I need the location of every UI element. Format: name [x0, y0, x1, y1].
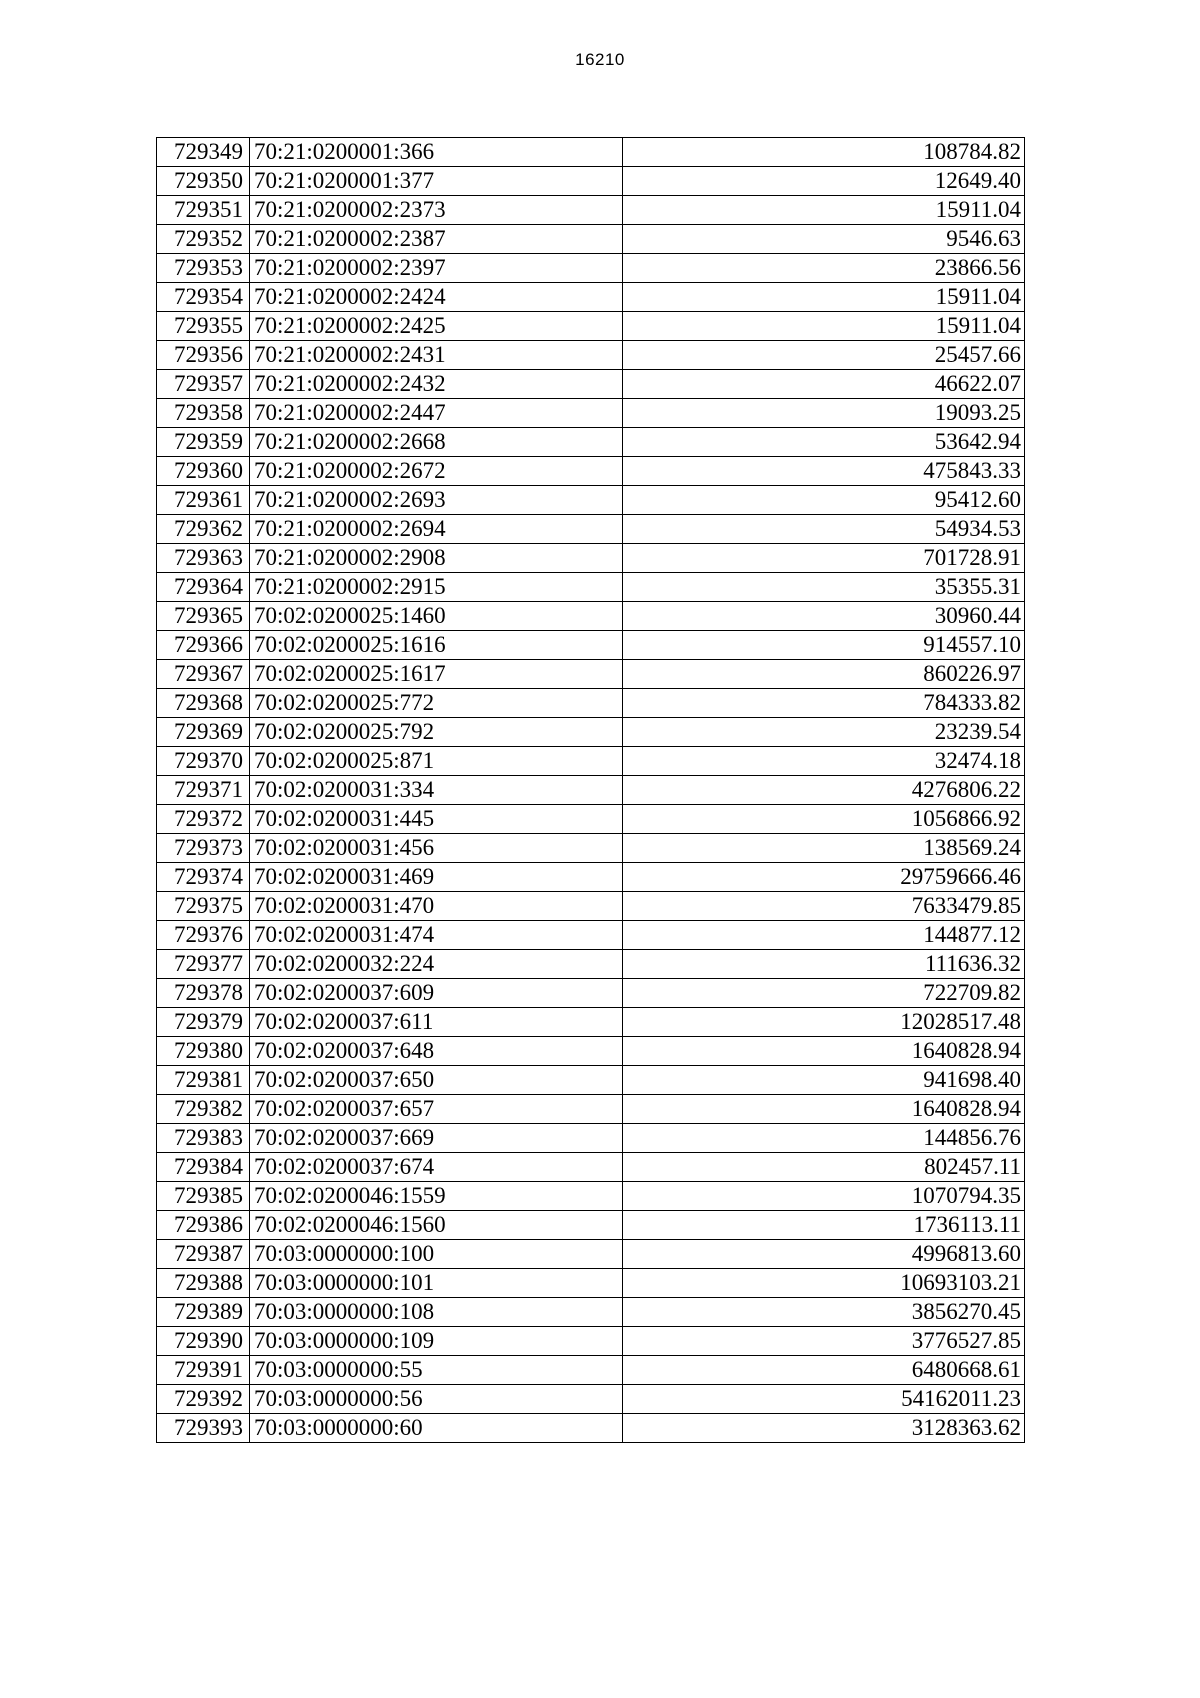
table-row [157, 950, 1025, 979]
row-number-cell: 729364 [157, 573, 250, 602]
table-row [157, 1327, 1025, 1356]
cadastral-value-cell: 1736113.11 [623, 1211, 1025, 1240]
cadastral-number-cell: 70:21:0200002:2908 [250, 544, 623, 573]
table-row [157, 1008, 1025, 1037]
cadastral-value-cell: 722709.82 [623, 979, 1025, 1008]
cadastral-value-cell: 35355.31 [623, 573, 1025, 602]
page-number: 16210 [575, 50, 625, 69]
row-number-cell: 729393 [157, 1414, 250, 1443]
cadastral-number-cell: 70:02:0200025:792 [250, 718, 623, 747]
cadastral-number-cell: 70:02:0200032:224 [250, 950, 623, 979]
row-number-cell: 729382 [157, 1095, 250, 1124]
table-row [157, 428, 1025, 457]
cadastral-value-cell: 475843.33 [623, 457, 1025, 486]
table-row [157, 486, 1025, 515]
cadastral-number-cell: 70:02:0200037:648 [250, 1037, 623, 1066]
cadastral-value-cell: 4996813.60 [623, 1240, 1025, 1269]
cadastral-value-cell: 108784.82 [623, 138, 1025, 167]
table-row [157, 1095, 1025, 1124]
table-row [157, 341, 1025, 370]
cadastral-value-cell: 12649.40 [623, 167, 1025, 196]
cadastral-number-cell: 70:21:0200002:2431 [250, 341, 623, 370]
cadastral-number-cell: 70:03:0000000:56 [250, 1385, 623, 1414]
table-row [157, 225, 1025, 254]
cadastral-value-cell: 914557.10 [623, 631, 1025, 660]
cadastral-number-cell: 70:02:0200025:772 [250, 689, 623, 718]
table-row [157, 1066, 1025, 1095]
cadastral-value-cell: 4276806.22 [623, 776, 1025, 805]
row-number-cell: 729391 [157, 1356, 250, 1385]
row-number-cell: 729376 [157, 921, 250, 950]
table-row [157, 979, 1025, 1008]
cadastral-number-cell: 70:02:0200031:456 [250, 834, 623, 863]
cadastral-number-cell: 70:02:0200046:1559 [250, 1182, 623, 1211]
table-row [157, 1153, 1025, 1182]
cadastral-value-cell: 10693103.21 [623, 1269, 1025, 1298]
cadastral-value-cell: 30960.44 [623, 602, 1025, 631]
row-number-cell: 729354 [157, 283, 250, 312]
table-body [157, 138, 1025, 1443]
cadastral-value-cell: 6480668.61 [623, 1356, 1025, 1385]
cadastral-value-cell: 32474.18 [623, 747, 1025, 776]
cadastral-value-cell: 9546.63 [623, 225, 1025, 254]
table-row [157, 1356, 1025, 1385]
cadastral-number-cell: 70:21:0200002:2424 [250, 283, 623, 312]
table-row [157, 1037, 1025, 1066]
row-number-cell: 729361 [157, 486, 250, 515]
cadastral-number-cell: 70:21:0200002:2668 [250, 428, 623, 457]
cadastral-value-cell: 111636.32 [623, 950, 1025, 979]
cadastral-number-cell: 70:02:0200031:470 [250, 892, 623, 921]
cadastral-number-cell: 70:03:0000000:101 [250, 1269, 623, 1298]
row-number-cell: 729378 [157, 979, 250, 1008]
table-row [157, 283, 1025, 312]
table-row [157, 689, 1025, 718]
table-row [157, 399, 1025, 428]
cadastral-value-cell: 23866.56 [623, 254, 1025, 283]
row-number-cell: 729356 [157, 341, 250, 370]
cadastral-value-cell: 7633479.85 [623, 892, 1025, 921]
cadastral-number-cell: 70:02:0200037:669 [250, 1124, 623, 1153]
table-row [157, 747, 1025, 776]
row-number-cell: 729381 [157, 1066, 250, 1095]
table-row [157, 370, 1025, 399]
row-number-cell: 729389 [157, 1298, 250, 1327]
cadastral-value-cell: 802457.11 [623, 1153, 1025, 1182]
cadastral-number-cell: 70:21:0200002:2915 [250, 573, 623, 602]
row-number-cell: 729367 [157, 660, 250, 689]
row-number-cell: 729370 [157, 747, 250, 776]
table-row [157, 1182, 1025, 1211]
row-number-cell: 729358 [157, 399, 250, 428]
cadastral-number-cell: 70:21:0200002:2694 [250, 515, 623, 544]
cadastral-value-cell: 3776527.85 [623, 1327, 1025, 1356]
cadastral-number-cell: 70:02:0200046:1560 [250, 1211, 623, 1240]
table-row [157, 1240, 1025, 1269]
cadastral-number-cell: 70:02:0200037:650 [250, 1066, 623, 1095]
cadastral-number-cell: 70:21:0200001:377 [250, 167, 623, 196]
table-row [157, 1124, 1025, 1153]
cadastral-number-cell: 70:21:0200002:2387 [250, 225, 623, 254]
row-number-cell: 729387 [157, 1240, 250, 1269]
cadastral-number-cell: 70:21:0200002:2432 [250, 370, 623, 399]
cadastral-value-cell: 941698.40 [623, 1066, 1025, 1095]
cadastral-value-cell: 701728.91 [623, 544, 1025, 573]
cadastral-number-cell: 70:02:0200031:469 [250, 863, 623, 892]
row-number-cell: 729385 [157, 1182, 250, 1211]
table-row [157, 1211, 1025, 1240]
row-number-cell: 729360 [157, 457, 250, 486]
cadastral-value-cell: 784333.82 [623, 689, 1025, 718]
row-number-cell: 729380 [157, 1037, 250, 1066]
table-row [157, 660, 1025, 689]
table-row [157, 631, 1025, 660]
row-number-cell: 729352 [157, 225, 250, 254]
table-row [157, 892, 1025, 921]
row-number-cell: 729371 [157, 776, 250, 805]
cadastral-number-cell: 70:03:0000000:109 [250, 1327, 623, 1356]
row-number-cell: 729366 [157, 631, 250, 660]
table-row [157, 138, 1025, 167]
cadastral-number-cell: 70:03:0000000:100 [250, 1240, 623, 1269]
table-row [157, 457, 1025, 486]
row-number-cell: 729349 [157, 138, 250, 167]
row-number-cell: 729386 [157, 1211, 250, 1240]
row-number-cell: 729372 [157, 805, 250, 834]
row-number-cell: 729368 [157, 689, 250, 718]
table-row [157, 1414, 1025, 1443]
cadastral-value-cell: 46622.07 [623, 370, 1025, 399]
table-row [157, 602, 1025, 631]
cadastral-number-cell: 70:02:0200031:445 [250, 805, 623, 834]
table-row [157, 573, 1025, 602]
cadastral-number-cell: 70:02:0200031:334 [250, 776, 623, 805]
table-row [157, 718, 1025, 747]
row-number-cell: 729384 [157, 1153, 250, 1182]
cadastral-value-table [156, 137, 1025, 1443]
cadastral-number-cell: 70:02:0200037:611 [250, 1008, 623, 1037]
row-number-cell: 729363 [157, 544, 250, 573]
cadastral-value-cell: 3856270.45 [623, 1298, 1025, 1327]
table-row [157, 196, 1025, 225]
row-number-cell: 729377 [157, 950, 250, 979]
cadastral-value-cell: 19093.25 [623, 399, 1025, 428]
table-row [157, 776, 1025, 805]
cadastral-value-cell: 95412.60 [623, 486, 1025, 515]
cadastral-number-cell: 70:03:0000000:55 [250, 1356, 623, 1385]
cadastral-number-cell: 70:02:0200025:871 [250, 747, 623, 776]
cadastral-value-cell: 15911.04 [623, 312, 1025, 341]
cadastral-number-cell: 70:21:0200002:2447 [250, 399, 623, 428]
cadastral-number-cell: 70:02:0200025:1617 [250, 660, 623, 689]
cadastral-value-cell: 12028517.48 [623, 1008, 1025, 1037]
cadastral-value-cell: 53642.94 [623, 428, 1025, 457]
table-row [157, 921, 1025, 950]
cadastral-value-cell: 144856.76 [623, 1124, 1025, 1153]
table-row [157, 544, 1025, 573]
cadastral-number-cell: 70:03:0000000:60 [250, 1414, 623, 1443]
cadastral-value-cell: 860226.97 [623, 660, 1025, 689]
cadastral-value-cell: 23239.54 [623, 718, 1025, 747]
cadastral-value-cell: 138569.24 [623, 834, 1025, 863]
cadastral-value-cell: 25457.66 [623, 341, 1025, 370]
cadastral-value-cell: 29759666.46 [623, 863, 1025, 892]
row-number-cell: 729351 [157, 196, 250, 225]
table-row [157, 1298, 1025, 1327]
cadastral-number-cell: 70:21:0200002:2693 [250, 486, 623, 515]
row-number-cell: 729390 [157, 1327, 250, 1356]
cadastral-value-cell: 15911.04 [623, 196, 1025, 225]
row-number-cell: 729374 [157, 863, 250, 892]
cadastral-value-cell: 15911.04 [623, 283, 1025, 312]
cadastral-number-cell: 70:02:0200025:1460 [250, 602, 623, 631]
cadastral-number-cell: 70:21:0200002:2397 [250, 254, 623, 283]
row-number-cell: 729355 [157, 312, 250, 341]
cadastral-value-cell: 1070794.35 [623, 1182, 1025, 1211]
table-row [157, 834, 1025, 863]
cadastral-number-cell: 70:21:0200002:2425 [250, 312, 623, 341]
row-number-cell: 729392 [157, 1385, 250, 1414]
cadastral-value-cell: 54162011.23 [623, 1385, 1025, 1414]
cadastral-value-cell: 3128363.62 [623, 1414, 1025, 1443]
table-row [157, 805, 1025, 834]
cadastral-value-cell: 1640828.94 [623, 1037, 1025, 1066]
row-number-cell: 729350 [157, 167, 250, 196]
row-number-cell: 729388 [157, 1269, 250, 1298]
table-row [157, 1269, 1025, 1298]
table-row [157, 254, 1025, 283]
row-number-cell: 729379 [157, 1008, 250, 1037]
row-number-cell: 729353 [157, 254, 250, 283]
table-row [157, 515, 1025, 544]
table-row [157, 863, 1025, 892]
cadastral-number-cell: 70:03:0000000:108 [250, 1298, 623, 1327]
cadastral-value-cell: 1056866.92 [623, 805, 1025, 834]
cadastral-number-cell: 70:21:0200002:2373 [250, 196, 623, 225]
row-number-cell: 729357 [157, 370, 250, 399]
cadastral-number-cell: 70:02:0200031:474 [250, 921, 623, 950]
row-number-cell: 729359 [157, 428, 250, 457]
cadastral-number-cell: 70:21:0200002:2672 [250, 457, 623, 486]
cadastral-number-cell: 70:02:0200037:609 [250, 979, 623, 1008]
cadastral-value-cell: 1640828.94 [623, 1095, 1025, 1124]
row-number-cell: 729375 [157, 892, 250, 921]
table-row [157, 1385, 1025, 1414]
row-number-cell: 729369 [157, 718, 250, 747]
row-number-cell: 729383 [157, 1124, 250, 1153]
cadastral-number-cell: 70:21:0200001:366 [250, 138, 623, 167]
cadastral-number-cell: 70:02:0200037:674 [250, 1153, 623, 1182]
cadastral-number-cell: 70:02:0200025:1616 [250, 631, 623, 660]
row-number-cell: 729365 [157, 602, 250, 631]
cadastral-value-cell: 144877.12 [623, 921, 1025, 950]
row-number-cell: 729362 [157, 515, 250, 544]
cadastral-value-cell: 54934.53 [623, 515, 1025, 544]
cadastral-number-cell: 70:02:0200037:657 [250, 1095, 623, 1124]
table-row [157, 312, 1025, 341]
row-number-cell: 729373 [157, 834, 250, 863]
table-row [157, 167, 1025, 196]
